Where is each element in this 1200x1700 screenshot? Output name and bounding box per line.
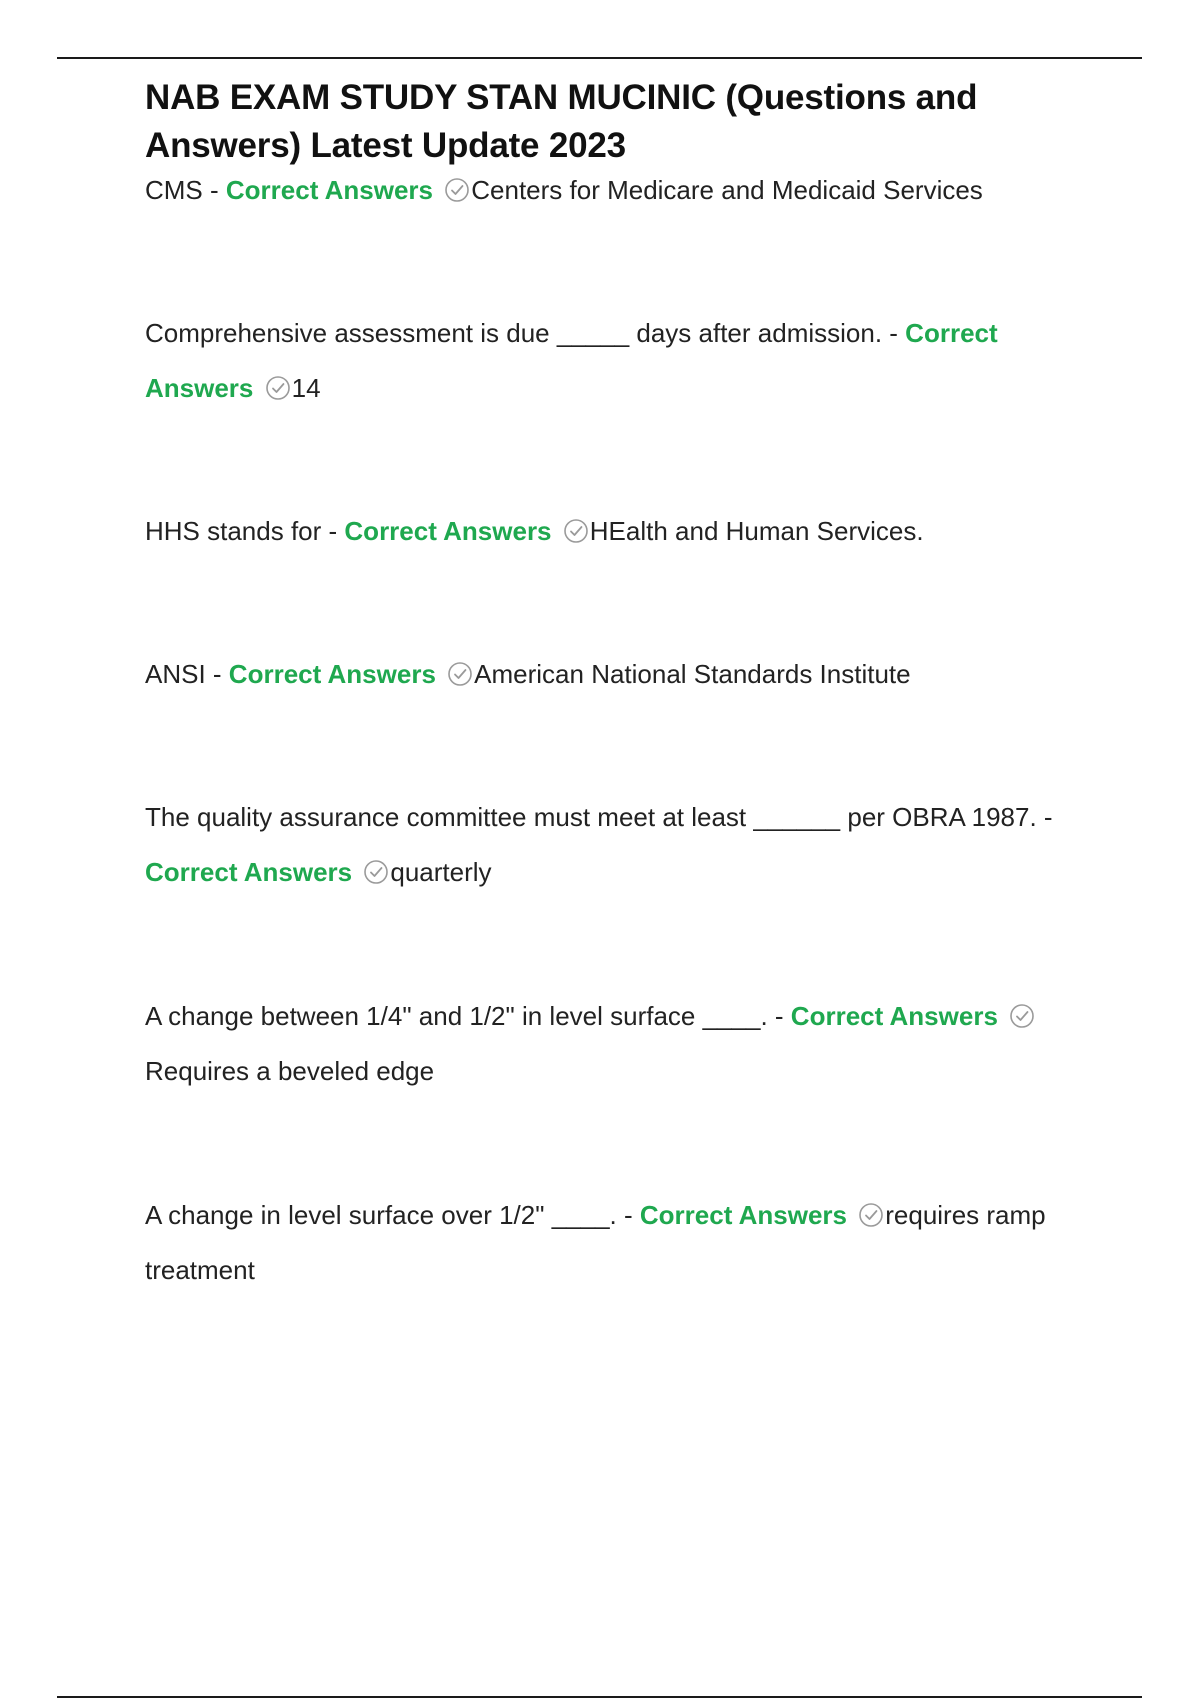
answer-text: requires ramp treatment (145, 1200, 1046, 1285)
question-text: HHS stands for - (145, 516, 345, 546)
question-text: Comprehensive assessment is due _____ days after admission. - (145, 318, 906, 348)
qa-item (145, 504, 1105, 559)
qa-item (145, 989, 1105, 1099)
qa-item (145, 790, 1105, 900)
answer-text: American National Standards Institute (474, 659, 911, 689)
document-title: NAB EXAM STUDY STAN MUCINIC (Questions and Answers) Latest Update 2023 (145, 78, 978, 165)
check-circle-icon (563, 518, 589, 544)
correct-answers-label: Correct Answers (145, 857, 353, 887)
answer-text: quarterly (390, 857, 492, 887)
qa-item (145, 163, 1105, 218)
question-text: A change between 1/4" and 1/2" in level surface ____. - (145, 1001, 791, 1031)
check-circle-icon (858, 1202, 884, 1228)
correct-answers-label: Correct Answers (145, 318, 998, 403)
check-circle-icon (363, 859, 389, 885)
check-circle-icon (444, 177, 470, 203)
check-circle-icon (265, 375, 291, 401)
question-text: A change in level surface over 1/2" ____. - (145, 1200, 640, 1230)
qa-item (145, 306, 1105, 416)
qa-item (145, 647, 1105, 702)
correct-answers-label: Correct Answers (228, 659, 436, 689)
qa-item (145, 1188, 1105, 1298)
question-text: The quality assurance committee must meet at least ______ per OBRA 1987. - (145, 802, 1053, 832)
answer-text: 14 (291, 373, 321, 403)
correct-answers-label: Correct Answers (225, 175, 434, 205)
question-text: ANSI - (145, 659, 229, 689)
check-circle-icon (447, 661, 473, 687)
answer-text: Centers for Medicare and Medicaid Services (471, 175, 983, 205)
correct-answers-label: Correct Answers (344, 516, 552, 546)
top-rule (57, 57, 1142, 59)
document-page (145, 74, 1105, 170)
correct-answers-label: Correct Answers (639, 1200, 847, 1230)
bottom-rule (57, 1696, 1142, 1698)
answer-text: HEalth and Human Services. (589, 516, 924, 546)
correct-answers-label: Correct Answers (790, 1001, 998, 1031)
check-circle-icon (1009, 1003, 1035, 1029)
answer-text: Requires a beveled edge (145, 1056, 435, 1086)
question-text: CMS - (145, 175, 226, 205)
